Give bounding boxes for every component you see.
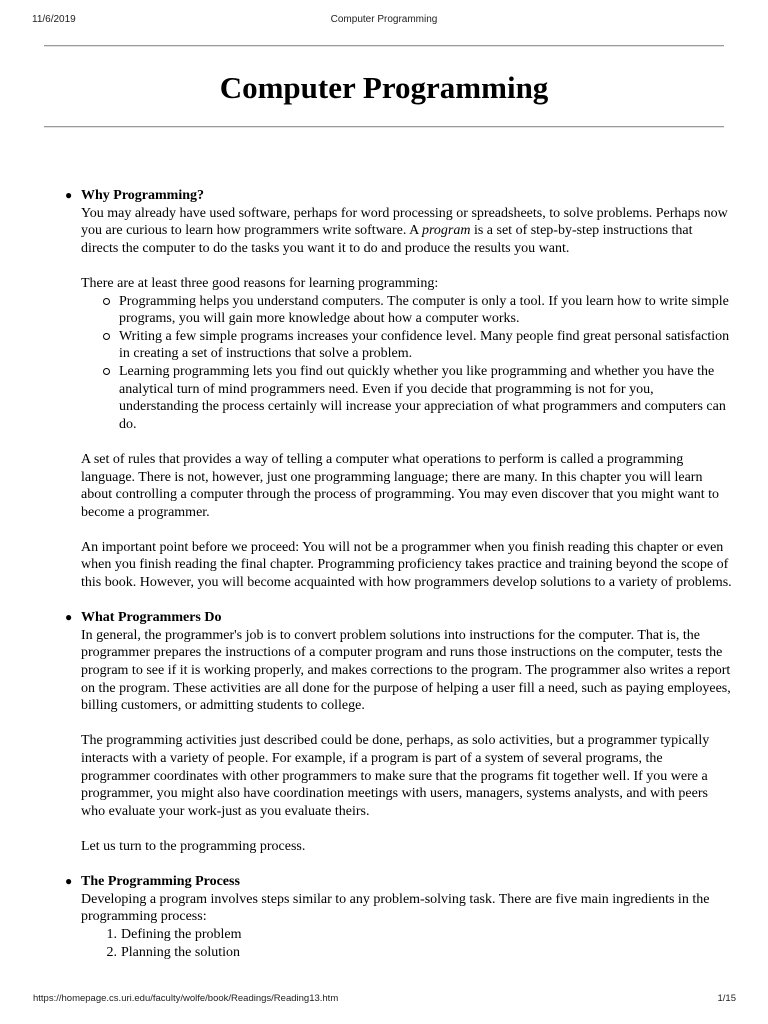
reason-item: Programming helps you understand computers. The computer is only a tool. If you learn how to write simple programs, you will gain more knowledge about how a computer works. <box>101 293 733 328</box>
reasons-list <box>81 293 733 434</box>
reason-item: Writing a few simple programs increases your confidence level. Many people find great personal satisfaction in creating a set of instructions that solve a problem. <box>101 328 733 363</box>
body-paragraph: Let us turn to the programming process. <box>81 838 306 854</box>
body-paragraph: Developing a program involves steps similar to any problem-solving task. There are five main ingredients in the programming process: <box>81 891 710 925</box>
page-title: Computer Programming <box>219 70 549 105</box>
circle-bullet-icon <box>103 368 110 375</box>
section-title: What Programmers Do <box>81 610 222 626</box>
body-paragraph: In general, the programmer's job is to convert problem solutions into instructions for the computer. That is, the programmer prepares the instructions of a computer program and runs those instructions on the computer, tests the program to see if it is working properly, and makes corrections to the program. The programmer also writes a report on the program. These activities are all done for the purpose of helping a user fill a need, such as paying employees, billing customers, or admitting students to college. <box>81 627 731 714</box>
section-title: The Programming Process <box>81 874 240 890</box>
print-date: 11/6/2019 <box>32 14 76 25</box>
bottom-divider <box>44 126 724 128</box>
section-title: Why Programming? <box>81 188 205 203</box>
top-divider <box>44 45 724 47</box>
bullet-icon: ● <box>65 610 73 625</box>
section-what-programmers-do <box>63 609 733 855</box>
bullet-icon: ● <box>65 188 73 202</box>
intro-paragraph: You may already have used software, perhaps for word processing or spreadsheets, to solve problems. Perhaps now you are curious to learn how programmers write software. A program is a set of step-by-step instructions that directs the computer to do the tasks you want it to do and produce the results you want. <box>81 205 728 256</box>
section-programming-process <box>63 873 733 961</box>
circle-bullet-icon <box>103 298 110 305</box>
article-body <box>63 187 733 979</box>
step-item: 1. Defining the problem <box>106 926 242 942</box>
print-header <box>0 14 768 28</box>
reason-item: Learning programming lets you find out quickly whether you like programming and whether you have the analytical turn of mind programmers need. Even if you decide that programming is not for you, understanding the process certainly will increase your appreciation of what programmers and computers can do. <box>101 363 733 433</box>
reasons-intro: There are at least three good reasons for learning programming: <box>81 275 439 291</box>
print-header-title: Computer Programming <box>330 14 438 25</box>
page-number: 1/15 <box>717 993 736 1004</box>
bullet-icon: ● <box>65 874 73 889</box>
body-paragraph: An important point before we proceed: You will not be a programmer when you finish reading this chapter or even when you finish reading the final chapter. Programming proficiency takes practice and training beyond the scope of this book. However, you will become acquainted with how programmers develop solutions to a variety of problems. <box>81 539 732 591</box>
steps-list <box>81 926 733 961</box>
step-item: 2. Planning the solution <box>106 944 240 960</box>
program-term: program <box>421 223 471 239</box>
section-why-programming <box>63 187 733 592</box>
circle-bullet-icon <box>103 333 110 340</box>
source-url: https://homepage.cs.uri.edu/faculty/wolfe/book/Readings/Reading13.htm <box>33 993 339 1004</box>
print-footer <box>0 993 768 1007</box>
section-list <box>63 187 733 961</box>
body-paragraph: The programming activities just described could be done, perhaps, as solo activities, but a programmer typically interacts with a variety of people. For example, if a program is part of a system of several programs, the programmer coordinates with other programmers to make sure that the programs fit together well. If you were a programmer, you might also have coordination meetings with users, managers, systems analysts, and with peers who evaluate your work-just as you evaluate theirs. <box>81 733 710 819</box>
body-paragraph: A set of rules that provides a way of telling a computer what operations to perform is called a programming language. There is not, however, just one programming language; there are many. In this chapter you will learn about controlling a computer through the process of programming. You may even discover that you might want to become a programmer. <box>81 451 720 520</box>
